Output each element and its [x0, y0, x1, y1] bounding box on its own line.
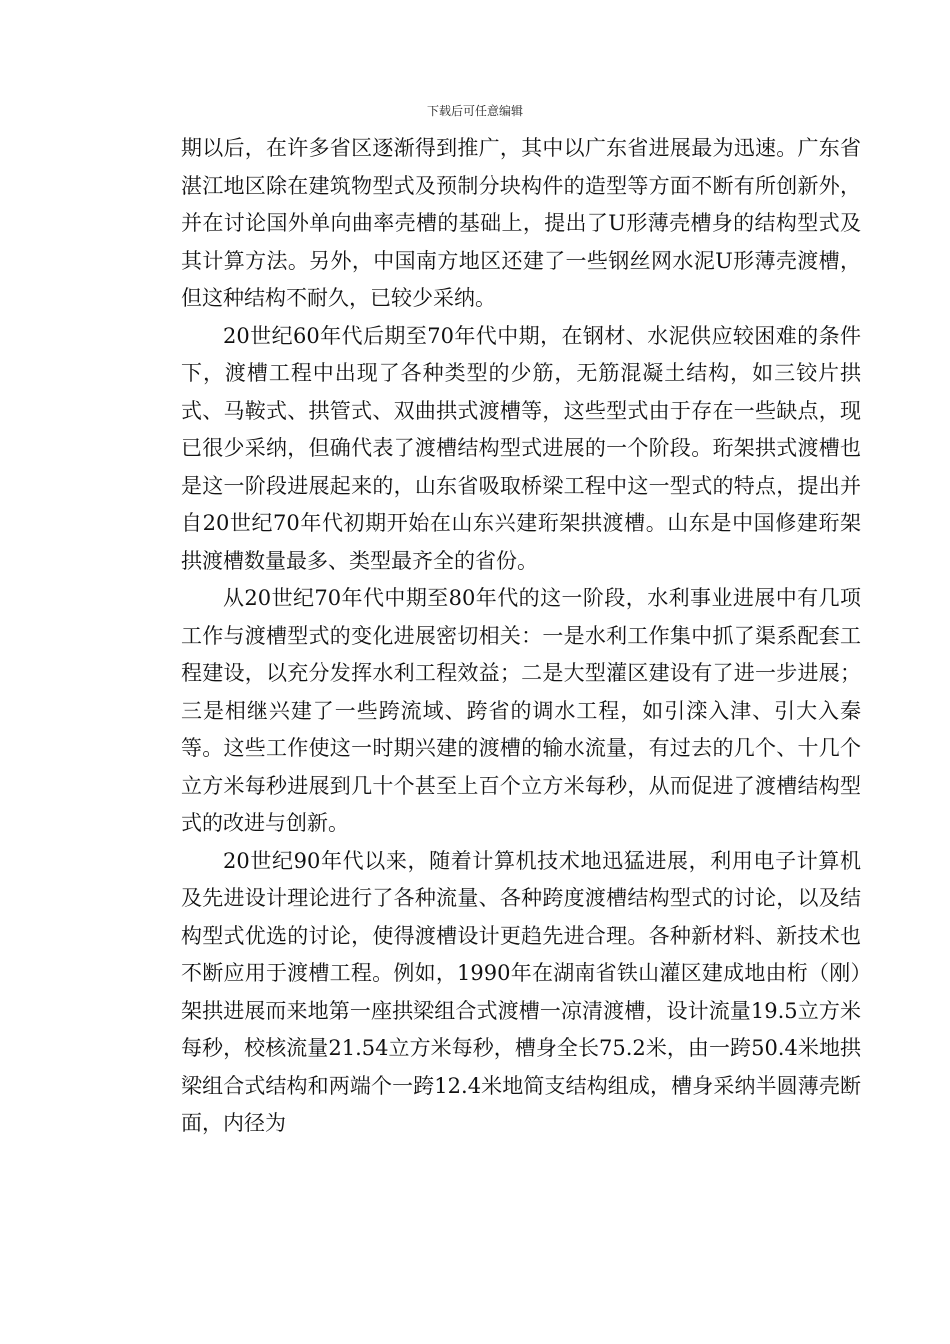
- paragraph-3: 从20世纪70年代中期至80年代的这一阶段，水利事业进展中有几项工作与渡槽型式的变化进展密切相关：一是水利工作集中抓了渠系配套工程建设，以充分发挥水利工程效益；二是大型灌区建设有了进一步进展；三是相继兴建了一些跨流域、跨省的调水工程，如引滦入津、引大入秦等。这些工作使这一时期兴建的渡槽的输水流量，有过去的几个、十几个立方米每秒进展到几十个甚至上百个立方米每秒，从而促进了渡槽结构型式的改进与创新。: [181, 586, 861, 835]
- body-text: [181, 130, 861, 1143]
- paragraph-4: 20世纪90年代以来，随着计算机技术地迅猛进展，利用电子计算机及先进设计理论进行了各种流量、各种跨度渡槽结构型式的讨论，以及结构型式优选的讨论，使得渡槽设计更趋先进合理。各种新材料、新技术也不断应用于渡槽工程。例如，1990年在湖南省铁山灌区建成地由桁（刚）架拱进展而来地第一座拱梁组合式渡槽一凉清渡槽，设计流量19.5立方米每秒，校核流量21.54立方米每秒，槽身全长75.2米，由一跨50.4米地拱梁组合式结构和两端个一跨12.4米地简支结构组成，槽身采纳半圆薄壳断面，内径为: [181, 848, 861, 1135]
- page-header: 下载后可任意编辑: [426, 104, 523, 118]
- paragraph-2: 20世纪60年代后期至70年代中期，在钢材、水泥供应较困难的条件下，渡槽工程中出现了各种类型的少筋，无筋混凝土结构，如三铰片拱式、马鞍式、拱管式、双曲拱式渡槽等，这些型式由于存在一些缺点，现已很少采纳，但确代表了渡槽结构型式进展的一个阶段。珩架拱式渡槽也是这一阶段进展起来的，山东省吸取桥梁工程中这一型式的特点，提出并自20世纪70年代初期开始在山东兴建珩架拱渡槽。山东是中国修建珩架拱渡槽数量最多、类型最齐全的省份。: [181, 323, 861, 573]
- paragraph-1: 期以后，在许多省区逐渐得到推广，其中以广东省进展最为迅速。广东省湛江地区除在建筑物型式及预制分块构件的造型等方面不断有所创新外，并在讨论国外单向曲率壳槽的基础上，提出了U形薄壳槽身的结构型式及其计算方法。另外，中国南方地区还建了一些钢丝网水泥U形薄壳渡槽，但这种结构不耐久，已较少采纳。: [181, 136, 861, 310]
